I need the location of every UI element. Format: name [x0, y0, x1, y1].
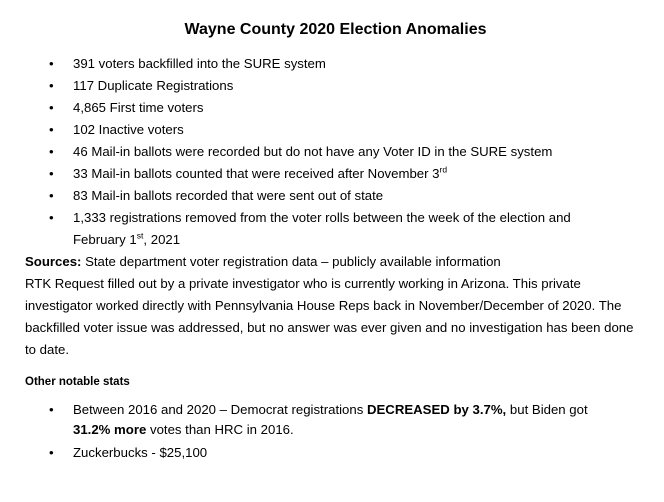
- bullet-icon: •: [49, 210, 54, 225]
- notable-heading: Other notable stats: [25, 376, 130, 388]
- list-item: • 46 Mail-in ballots were recorded but do not have any Voter ID in the SURE system: [25, 141, 644, 163]
- list-item: • 1,333 registrations removed from the voter rolls between the week of the election and February 1st, 2021: [25, 207, 644, 251]
- bullet-icon: •: [49, 144, 54, 159]
- list-item: • 391 voters backfilled into the SURE system: [25, 53, 644, 75]
- list-item: • Zuckerbucks - $25,100: [25, 443, 644, 463]
- bullet-icon: •: [49, 166, 54, 181]
- list-item: • Between 2016 and 2020 – Democrat registrations DECREASED by 3.7%, but Biden got 31.2% more votes than HRC in 2016.: [49, 402, 588, 437]
- bullet-icon: •: [49, 56, 54, 71]
- bullet-icon: •: [49, 122, 54, 137]
- bullet-icon: •: [49, 100, 54, 115]
- list-item: • 117 Duplicate Registrations: [25, 75, 644, 97]
- bullet-icon: •: [49, 402, 54, 417]
- notable-stats-list: [25, 400, 644, 463]
- list-item: • 83 Mail-in ballots recorded that were sent out of state: [25, 185, 644, 207]
- sources-text: State department voter registration data – publicly available information: [81, 254, 501, 269]
- sources-label: Sources:: [25, 254, 82, 269]
- bullet-icon: •: [49, 78, 54, 93]
- list-item: • 33 Mail-in ballots counted that were received after November 3rd: [25, 163, 644, 185]
- sources-paragraph: [25, 251, 644, 273]
- list-item: • 102 Inactive voters: [25, 119, 644, 141]
- page-title: Wayne County 2020 Election Anomalies: [184, 21, 487, 38]
- rtk-paragraph: RTK Request filled out by a private investigator who is currently working in Arizona. This private investigator worked directly with Pennsylvania House Reps back in November/December of 2020. The backfilled voter issue was addressed, but no answer was ever given and no investigation has been done to date.: [25, 276, 634, 357]
- anomalies-list: [25, 53, 644, 251]
- bullet-icon: •: [49, 188, 54, 203]
- list-item: • 4,865 First time voters: [25, 97, 644, 119]
- bullet-icon: •: [49, 445, 54, 460]
